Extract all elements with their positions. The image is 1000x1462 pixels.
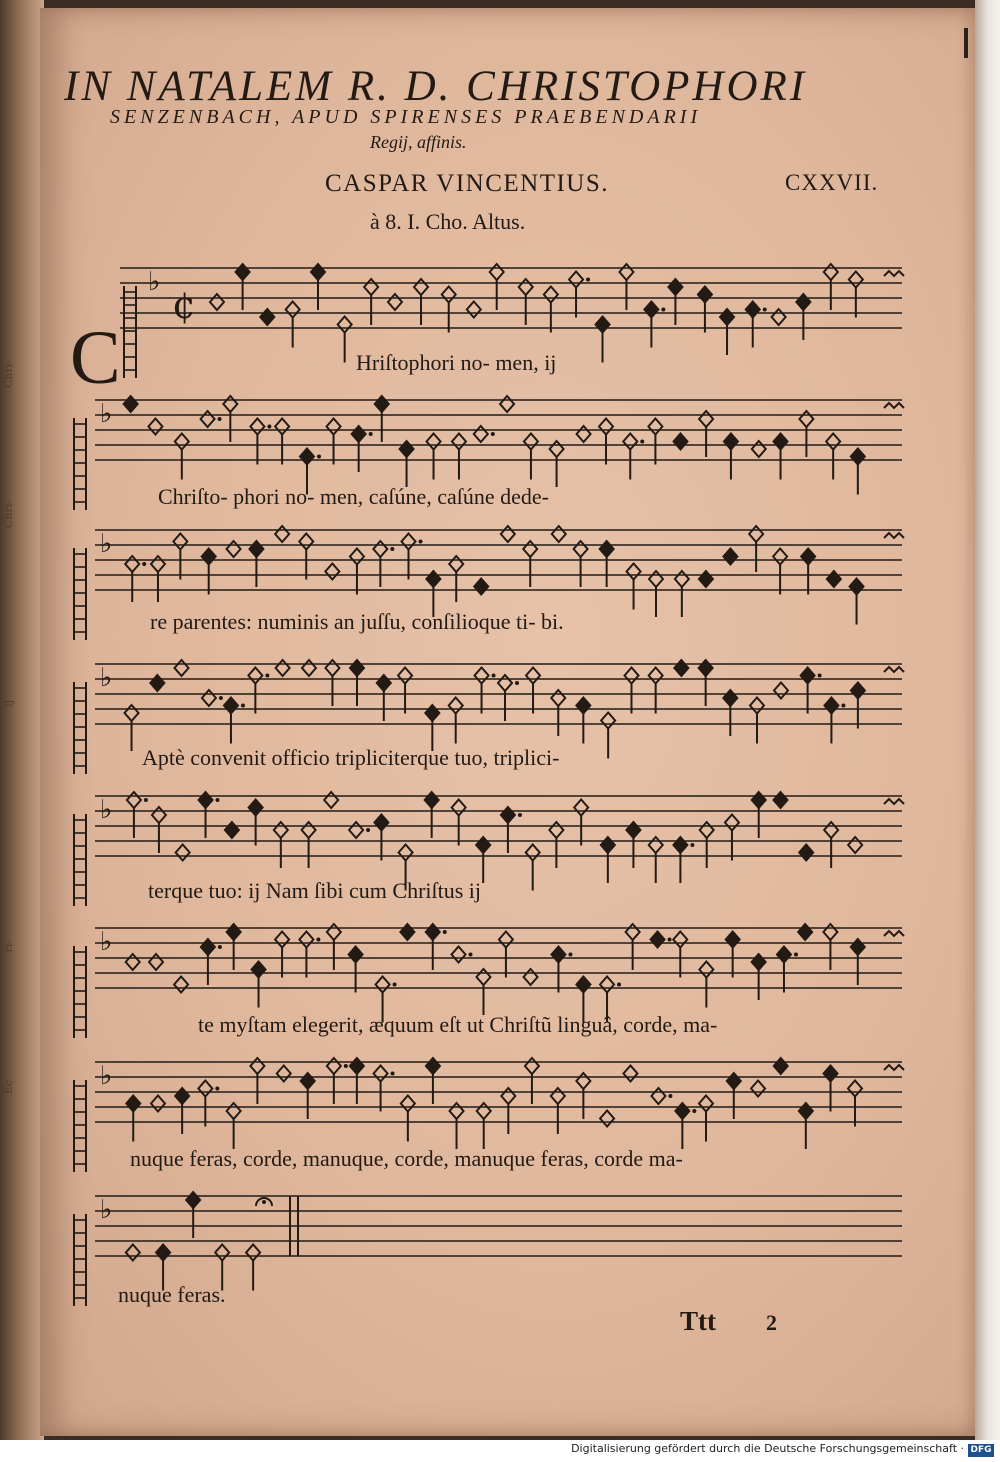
note-head	[623, 434, 637, 450]
note-head	[501, 807, 515, 823]
lyric-line: Chriſto- phori no- men, caſúne, caſúne dede-	[158, 484, 549, 509]
note-head	[338, 317, 352, 333]
note-head	[576, 1073, 590, 1089]
note-head	[826, 434, 840, 450]
note-head	[773, 792, 787, 808]
lyric-line: Hriſtophori no- men, ij	[356, 350, 557, 375]
flat-sign: ♭	[100, 927, 113, 957]
note-head	[125, 705, 139, 721]
flat-sign: ♭	[100, 663, 113, 693]
gutter-fragment: Chri-	[2, 360, 15, 388]
note-head	[311, 264, 325, 280]
note-head	[173, 534, 187, 550]
heading-line-1: IN NATALEM R. D. CHRISTOPHORI	[64, 63, 808, 110]
note-head	[450, 1103, 464, 1119]
note-head	[175, 660, 189, 676]
note-head	[126, 1096, 140, 1112]
dot-mark	[668, 938, 672, 942]
custos-mark	[884, 533, 904, 538]
note-head	[199, 792, 213, 808]
dot-mark	[690, 843, 694, 847]
note-head	[227, 541, 241, 557]
note-head	[449, 556, 463, 572]
note-head	[648, 419, 662, 435]
note-head	[275, 419, 289, 435]
heading-line-2: SENZENBACH, APUD SPIRENSES PRAEBENDARII	[110, 106, 702, 128]
note-head	[600, 977, 614, 993]
lyric-line: re parentes: numinis an juſſu, conſilioque ti- bi.	[150, 609, 564, 634]
note-head	[400, 441, 414, 457]
note-head	[526, 668, 540, 684]
note-head	[426, 1058, 440, 1074]
note-head	[523, 541, 537, 557]
dot-mark	[142, 562, 146, 566]
note-head	[426, 924, 440, 940]
signature-number: 2	[766, 1310, 777, 1335]
note-head	[467, 302, 481, 318]
note-head	[824, 264, 838, 280]
note-head	[225, 822, 239, 838]
note-head	[576, 698, 590, 714]
note-head	[823, 924, 837, 940]
fermata-dot	[262, 1200, 266, 1204]
note-head	[501, 1088, 515, 1104]
note-head	[223, 396, 237, 412]
custos-mark	[884, 403, 904, 408]
note-head	[452, 947, 466, 963]
dot-mark	[492, 674, 496, 678]
note-head	[777, 947, 791, 963]
note-head	[324, 792, 338, 808]
dot-mark	[617, 983, 621, 987]
note-head	[401, 1096, 415, 1112]
note-head	[350, 1058, 364, 1074]
note-head	[374, 815, 388, 831]
note-head	[723, 690, 737, 706]
note-head	[772, 309, 786, 325]
note-head	[851, 449, 865, 465]
note-head	[675, 571, 689, 587]
note-head	[848, 1081, 862, 1097]
note-head	[277, 1066, 291, 1082]
note-head	[349, 947, 363, 963]
note-head	[275, 526, 289, 542]
footer-bar	[0, 1440, 1000, 1462]
note-head	[724, 434, 738, 450]
note-head	[824, 698, 838, 714]
note-head	[148, 419, 162, 435]
note-head	[350, 549, 364, 565]
note-head	[186, 1192, 200, 1208]
note-head	[327, 1058, 341, 1074]
note-head	[651, 932, 665, 948]
dfg-logo: DFG	[968, 1444, 994, 1457]
note-head	[376, 977, 390, 993]
note-head	[727, 1073, 741, 1089]
note-head	[388, 294, 402, 310]
note-head	[751, 1081, 765, 1097]
voice-designation: à 8. I. Cho. Altus.	[370, 209, 526, 234]
lyric-line: Aptè convenit officio tripliciterque tuo, triplici-	[142, 745, 560, 770]
lyric-line: terque tuo: ij Nam ſibi cum Chriſtus ij	[148, 878, 482, 903]
note-head	[774, 434, 788, 450]
note-head	[327, 924, 341, 940]
note-head	[414, 279, 428, 295]
note-head	[699, 962, 713, 978]
dot-mark	[568, 953, 572, 957]
dot-mark	[661, 308, 665, 312]
note-head	[848, 837, 862, 853]
note-head	[626, 822, 640, 838]
heading-line-3: Regij, affinis.	[370, 132, 467, 152]
note-head	[673, 837, 687, 853]
note-head	[400, 924, 414, 940]
dot-mark	[369, 432, 373, 436]
note-head	[442, 287, 456, 303]
signature-mark: Ttt	[680, 1306, 716, 1336]
note-head	[374, 1066, 388, 1082]
composer-name: CASPAR VINCENTIUS.	[325, 170, 610, 197]
custos-mark	[884, 271, 904, 276]
flat-sign: ♭	[148, 267, 161, 297]
note-head	[723, 549, 737, 565]
dot-mark	[218, 417, 222, 421]
note-head	[151, 1096, 165, 1112]
initial-letter: C	[70, 316, 121, 400]
dot-mark	[344, 1064, 348, 1068]
note-head	[600, 1111, 614, 1127]
note-head	[651, 1088, 665, 1104]
lyric-line: te myſtam elegerit, æquum eſt ut Chriſtũ linguâ, corde, ma-	[198, 1012, 718, 1037]
dot-mark	[515, 681, 519, 685]
note-head	[649, 571, 663, 587]
custos-mark	[884, 667, 904, 672]
piece-number: CXXVII.	[785, 170, 879, 195]
note-head	[551, 1088, 565, 1104]
dot-mark	[219, 696, 223, 700]
note-head	[596, 317, 610, 333]
note-head	[499, 932, 513, 948]
note-head	[773, 549, 787, 565]
note-head	[824, 822, 838, 838]
note-head	[500, 396, 514, 412]
note-head	[274, 822, 288, 838]
note-head	[799, 1103, 813, 1119]
dot-mark	[218, 945, 222, 949]
note-head	[750, 698, 764, 714]
flat-sign: ♭	[100, 1061, 113, 1091]
note-head	[299, 534, 313, 550]
note-head	[726, 932, 740, 948]
note-head	[399, 845, 413, 861]
dot-mark	[640, 440, 644, 444]
note-head	[627, 564, 641, 580]
note-head	[550, 441, 564, 457]
note-head	[364, 279, 378, 295]
note-head	[526, 845, 540, 861]
note-head	[600, 541, 614, 557]
note-head	[302, 660, 316, 676]
note-head	[752, 954, 766, 970]
note-head	[125, 556, 139, 572]
note-head	[301, 1073, 315, 1089]
flat-sign: ♭	[100, 529, 113, 559]
note-head	[850, 579, 864, 595]
footer-credit: Digitalisierung gefördert durch die Deutsche Forschungsgemeinschaft ·	[571, 1442, 964, 1455]
note-head	[851, 683, 865, 699]
note-head	[796, 294, 810, 310]
note-head	[426, 571, 440, 587]
note-head	[201, 411, 215, 427]
note-head	[552, 526, 566, 542]
note-head	[449, 698, 463, 714]
note-head	[626, 924, 640, 940]
note-head	[210, 294, 224, 310]
gutter-fragment: ij	[2, 700, 15, 707]
note-head	[174, 977, 188, 993]
note-head	[249, 541, 263, 557]
note-head	[625, 668, 639, 684]
note-head	[477, 1103, 491, 1119]
note-head	[490, 264, 504, 280]
note-head	[524, 969, 538, 985]
note-head	[202, 549, 216, 565]
note-head	[260, 309, 274, 325]
dot-mark	[241, 704, 245, 708]
note-head	[227, 1103, 241, 1119]
note-head	[236, 264, 250, 280]
note-head	[276, 660, 290, 676]
note-head	[774, 683, 788, 699]
note-head	[498, 675, 512, 691]
note-head	[375, 396, 389, 412]
note-head	[577, 426, 591, 442]
note-head	[601, 713, 615, 729]
note-head	[549, 822, 563, 838]
dot-mark	[265, 674, 269, 678]
note-head	[215, 1245, 229, 1261]
dot-mark	[317, 455, 321, 459]
dot-mark	[491, 432, 495, 436]
note-head	[749, 526, 763, 542]
note-head	[398, 668, 412, 684]
note-head	[849, 272, 863, 288]
note-head	[827, 571, 841, 587]
note-head	[752, 441, 766, 457]
note-head	[275, 932, 289, 948]
note-head	[649, 668, 663, 684]
dot-mark	[418, 540, 422, 544]
dot-mark	[316, 938, 320, 942]
note-head	[425, 705, 439, 721]
note-head	[746, 302, 760, 318]
note-head	[569, 272, 583, 288]
note-head	[668, 279, 682, 295]
note-head	[452, 800, 466, 816]
note-head	[551, 690, 565, 706]
note-head	[224, 698, 238, 714]
note-head	[149, 954, 163, 970]
note-head	[475, 668, 489, 684]
note-head	[175, 434, 189, 450]
note-head	[851, 939, 865, 955]
note-head	[574, 541, 588, 557]
note-head	[801, 549, 815, 565]
dot-mark	[443, 930, 447, 934]
note-head	[249, 800, 263, 816]
note-head	[673, 932, 687, 948]
note-head	[720, 309, 734, 325]
note-head	[799, 845, 813, 861]
dot-mark	[390, 547, 394, 551]
dot-mark	[366, 828, 370, 832]
note-head	[476, 969, 490, 985]
note-head	[649, 837, 663, 853]
note-head	[675, 1103, 689, 1119]
custos-mark	[884, 799, 904, 804]
note-head	[525, 1058, 539, 1074]
note-head	[425, 792, 439, 808]
note-head	[124, 396, 138, 412]
note-head	[126, 1245, 140, 1261]
note-head	[698, 287, 712, 303]
dot-mark	[586, 278, 590, 282]
note-head	[250, 419, 264, 435]
gutter-fragment: Ec	[2, 1080, 15, 1095]
note-head	[574, 800, 588, 816]
note-head	[325, 660, 339, 676]
note-head	[401, 534, 415, 550]
dot-mark	[668, 1094, 672, 1098]
note-head	[427, 434, 441, 450]
note-head	[599, 419, 613, 435]
dot-mark	[267, 425, 271, 429]
note-head	[674, 434, 688, 450]
flat-sign: ♭	[100, 399, 113, 429]
note-head	[198, 1081, 212, 1097]
note-head	[175, 1088, 189, 1104]
note-head	[300, 449, 314, 465]
dot-mark	[818, 674, 822, 678]
dot-mark	[216, 798, 220, 802]
note-head	[699, 571, 713, 587]
custos-mark	[884, 1065, 904, 1070]
note-head	[373, 541, 387, 557]
gutter-fragment: Chri-	[2, 500, 15, 528]
lyric-line: nuque feras.	[118, 1282, 226, 1307]
note-head	[248, 668, 262, 684]
note-head	[126, 954, 140, 970]
note-head	[700, 822, 714, 838]
note-head	[699, 660, 713, 676]
note-head	[824, 1066, 838, 1082]
note-head	[725, 815, 739, 831]
note-head	[774, 1058, 788, 1074]
flat-sign: ♭	[100, 1195, 113, 1225]
note-head	[150, 675, 164, 691]
note-head	[176, 845, 190, 861]
note-head	[302, 822, 316, 838]
note-head	[519, 279, 533, 295]
note-head	[227, 924, 241, 940]
note-head	[202, 690, 216, 706]
dot-mark	[393, 983, 397, 987]
note-head	[699, 411, 713, 427]
note-head	[501, 526, 515, 542]
dot-mark	[144, 798, 148, 802]
note-head	[349, 822, 363, 838]
dot-mark	[391, 1072, 395, 1076]
note-head	[623, 1066, 637, 1082]
note-head	[801, 668, 815, 684]
note-head	[644, 302, 658, 318]
mensuration-sign: ¢	[172, 283, 197, 327]
note-head	[151, 556, 165, 572]
note-head	[752, 792, 766, 808]
note-head	[544, 287, 558, 303]
dot-mark	[518, 813, 522, 817]
note-head	[699, 1096, 713, 1112]
note-head	[601, 837, 615, 853]
lyric-line: nuque feras, corde, manuque, corde, manuque feras, corde ma-	[130, 1146, 683, 1171]
note-head	[286, 302, 300, 318]
custos-mark	[884, 931, 904, 936]
dot-mark	[469, 953, 473, 957]
note-head	[474, 426, 488, 442]
note-head	[476, 837, 490, 853]
note-head	[252, 962, 266, 978]
flat-sign: ♭	[100, 795, 113, 825]
note-head	[127, 792, 141, 808]
note-head	[524, 434, 538, 450]
note-head	[352, 426, 366, 442]
note-head	[152, 807, 166, 823]
note-head	[327, 419, 341, 435]
note-head	[474, 579, 488, 595]
dot-mark	[841, 704, 845, 708]
dot-mark	[763, 308, 767, 312]
note-head	[325, 564, 339, 580]
note-head	[799, 411, 813, 427]
gutter-fragment: ri-	[2, 940, 15, 953]
note-head	[246, 1245, 260, 1261]
dot-mark	[692, 1109, 696, 1113]
note-head	[619, 264, 633, 280]
note-head	[551, 947, 565, 963]
dot-mark	[215, 1087, 219, 1091]
note-head	[156, 1245, 170, 1261]
note-head	[250, 1058, 264, 1074]
note-head	[674, 660, 688, 676]
note-head	[798, 924, 812, 940]
note-head	[452, 434, 466, 450]
note-head	[576, 977, 590, 993]
dot-mark	[794, 953, 798, 957]
note-head	[299, 932, 313, 948]
note-head	[201, 939, 215, 955]
note-head	[350, 660, 364, 676]
note-head	[377, 675, 391, 691]
